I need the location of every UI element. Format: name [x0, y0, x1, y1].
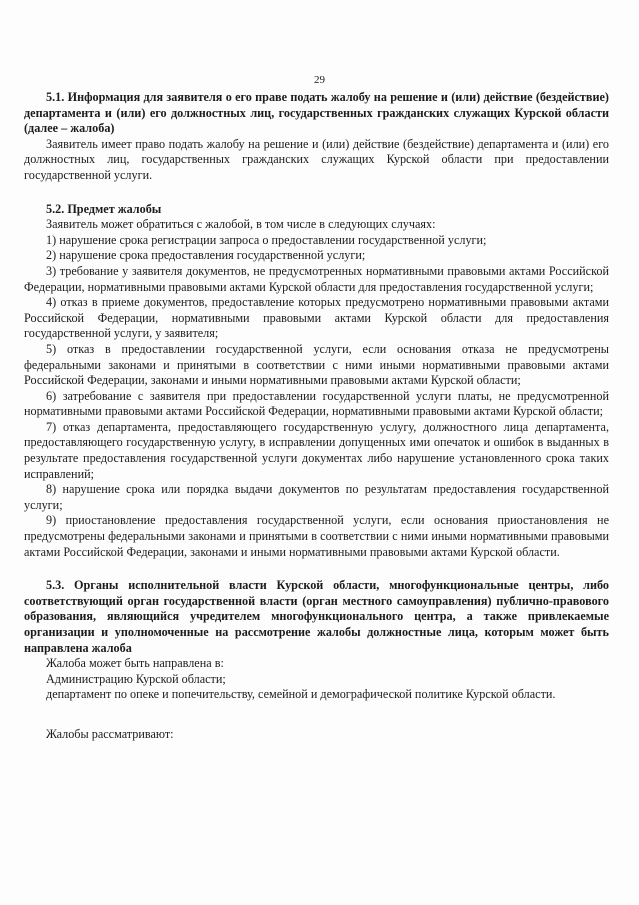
section-5-3-line: департамент по опеке и попечительству, семейной и демографической политике Курской области. — [46, 687, 556, 702]
list-item: 1) нарушение срока регистрации запроса о предоставлении государственной услуги; — [46, 232, 487, 247]
section-5-3-tail: Жалобы рассматривают: — [46, 726, 174, 741]
section-5-1-text: Заявитель имеет право подать жалобу на решение и (или) действие (бездействие) департамента и (или) его должностных лиц, государственных гражданских служащих Курской области при предоставлении государственной услуги. — [24, 136, 609, 182]
spacer — [24, 560, 609, 578]
list-item: 5) отказ в предоставлении государственной услуги, если основания отказа не предусмотрены федеральными законами и принятыми в соответствии с ними иными нормативными правовыми актами Российской Федерации, законами и иными нормативными правовыми актами Курской области; — [24, 341, 609, 388]
list-item: 4) отказ в приеме документов, предоставление которых предусмотрено нормативными правовыми актами Российской Федерации, нормативными правовыми актами Курской области для предоставления государственной услуги, у заявителя; — [24, 295, 609, 341]
list-item: 6) затребование с заявителя при предоставлении государственной услуги платы, не предусмотренной нормативными правовыми актами Российской Федерации, нормативными правовыми актами Курской области; — [24, 388, 609, 419]
spacer — [24, 703, 609, 727]
document-body — [24, 90, 609, 743]
list-item: 9) приостановление предоставления государственной услуги, если основания приостановления не предусмотрены федеральными законами и принятыми в соответствии с ними иными нормативными правовыми актами Российской Федерации, законами и иными нормативными правовыми актами Курской области. — [24, 513, 609, 559]
page-number: 29 — [314, 74, 325, 86]
list-item: 8) нарушение срока или порядка выдачи документов по результатам предоставления государственной услуги; — [24, 482, 609, 512]
section-5-1-heading: 5.1. Информация для заявителя о его праве подать жалобу на решение и (или) действие (бездействие) департамента и (или) его должностных лиц, государственных гражданских служащих Курской области (далее – жалоба) — [24, 90, 609, 136]
section-5-3-line: Жалоба может быть направлена в: — [46, 656, 224, 671]
list-item: 2) нарушение срока предоставления государственной услуги; — [46, 248, 366, 263]
list-item: 3) требование у заявителя документов, не предусмотренных нормативными правовыми актами Российской Федерации, нормативными правовыми актами Курской области для предоставления государственной услуги; — [24, 263, 609, 294]
spacer — [24, 184, 609, 202]
section-5-2-heading: 5.2. Предмет жалобы — [46, 201, 162, 216]
section-5-2-intro: Заявитель может обратиться с жалобой, в том числе в следующих случаях: — [46, 217, 436, 232]
list-item: 7) отказ департамента, предоставляющего государственную услугу, должностного лица департамента, предоставляющего государственную услугу, в исправлении допущенных ими опечаток и ошибок в выданных в результате предоставления государственной услуги документах либо нарушение установленного срока таких исправлений; — [24, 419, 609, 481]
section-5-3-heading: 5.3. Органы исполнительной власти Курской области, многофункциональные центры, либо соответствующий орган государственной власти (орган местного самоуправления) публично-правового образования, являющийся учредителем многофункционального центра, а также привлекаемые организации и уполномоченные на рассмотрение жалобы должностные лица, которым может быть направлена жалоба — [24, 578, 609, 655]
section-5-3-line: Администрацию Курской области; — [46, 671, 226, 686]
